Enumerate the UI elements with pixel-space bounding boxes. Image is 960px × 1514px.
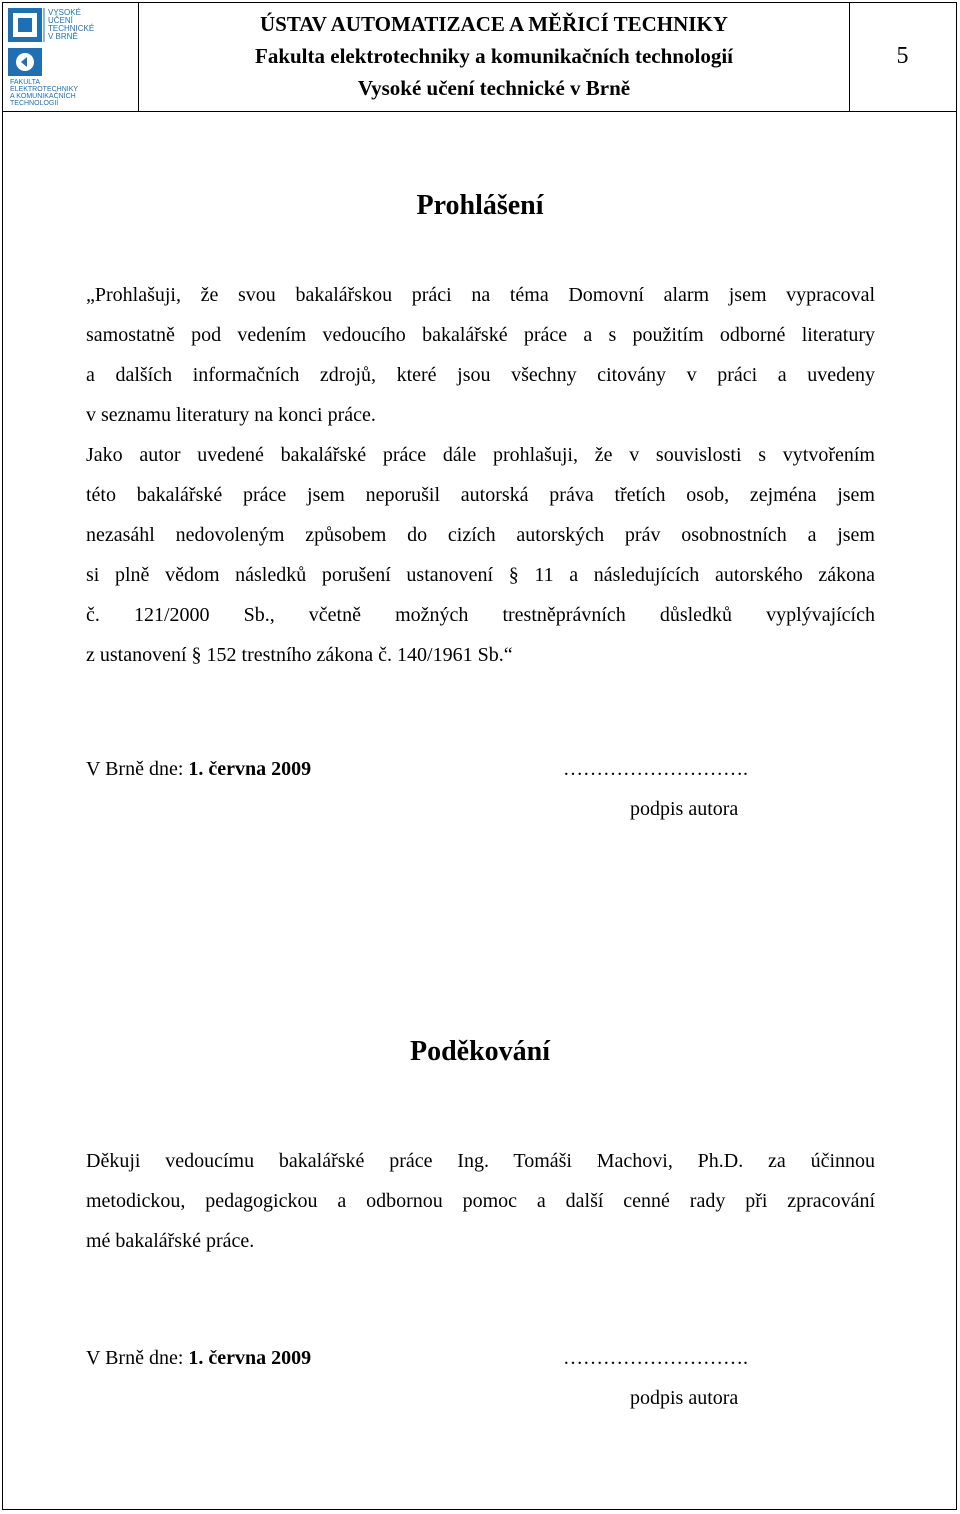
declaration-line-4: v seznamu literatury na konci práce. (86, 404, 376, 426)
declaration-place-label: V Brně dne: (86, 758, 189, 780)
declaration-line-10: z ustanovení § 152 trestního zákona č. 140/1961 Sb.“ (86, 644, 513, 666)
acknowledgement-line-2: metodickou, pedagogickou a odbornou pomoc a další cenné rady při zpracování (86, 1190, 875, 1212)
declaration-date: 1. června 2009 (188, 758, 312, 780)
declaration-text (86, 275, 875, 675)
declaration-line-2: samostatně pod vedením vedoucího bakalářské práce a s použitím odborné literatury (86, 324, 875, 346)
declaration-line-9: č. 121/2000 Sb., včetně možných trestněprávních důsledků vyplývajících (86, 604, 875, 626)
header-university: Vysoké učení technické v Brně (357, 76, 631, 100)
logo-text-4: V BRNĚ (48, 32, 78, 41)
page-number: 5 (896, 43, 909, 69)
declaration-title: Prohlášení (416, 190, 544, 221)
declaration-signature-label: podpis autora (630, 798, 739, 820)
page-header (2, 2, 957, 112)
header-title-cell (139, 2, 850, 111)
declaration-line-3: a dalších informačních zdrojů, které jsou všechny citovány v práci a uvedeny (86, 364, 875, 386)
logo-text-7: A KOMUNIKAČNÍCH (10, 93, 76, 100)
logo-text-3: TECHNICKÉ (48, 24, 95, 33)
declaration-line-7: nezasáhl nedovoleným způsobem do cizích autorských práv osobnostních a jsem (86, 524, 875, 546)
declaration-line-1: „Prohlašuji, že svou bakalářskou práci na téma Domovní alarm jsem vypracoval (86, 284, 875, 306)
declaration-line-5: Jako autor uvedené bakalářské práce dále prohlašuji, že v souvislosti s vytvořením (86, 444, 875, 466)
acknowledgement-line-1: Děkuji vedoucímu bakalářské práce Ing. Tomáši Machovi, Ph.D. za účinnou (86, 1150, 875, 1172)
acknowledgement-title: Poděkování (409, 1036, 551, 1067)
logo-cell (2, 2, 139, 111)
logo-text-5: FAKULTA (10, 79, 41, 86)
declaration-line-8: si plně vědom následků porušení ustanovení § 11 a následujících autorského zákona (86, 564, 875, 586)
acknowledgement-signature-dots: ………………………. (563, 1347, 748, 1369)
acknowledgement-line-3: mé bakalářské práce. (86, 1230, 255, 1252)
header-faculty: Fakulta elektrotechniky a komunikačních technologií (255, 44, 733, 68)
declaration-signature-dots: ………………………. (563, 758, 748, 780)
university-logo (8, 6, 134, 108)
acknowledgement-date: 1. června 2009 (188, 1347, 312, 1369)
declaration-date-line (86, 758, 311, 781)
acknowledgement-text (86, 1141, 875, 1261)
logo-text-2: UČENÍ (48, 16, 73, 25)
logo-text-6: ELEKTROTECHNIKY (10, 86, 79, 93)
acknowledgement-signature-label: podpis autora (630, 1387, 739, 1409)
header-institute: ÚSTAV AUTOMATIZACE A MĚŘICÍ TECHNIKY (260, 12, 728, 36)
logo-text-1: VYSOKÉ (48, 8, 81, 17)
acknowledgement-date-line (86, 1347, 311, 1370)
acknowledgement-place-label: V Brně dne: (86, 1347, 189, 1369)
page-frame (2, 2, 957, 1510)
logo-text-8: TECHNOLOGIÍ (10, 100, 59, 107)
declaration-line-6: této bakalářské práce jsem neporušil autorská práva třetích osob, zejména jsem (86, 484, 875, 506)
